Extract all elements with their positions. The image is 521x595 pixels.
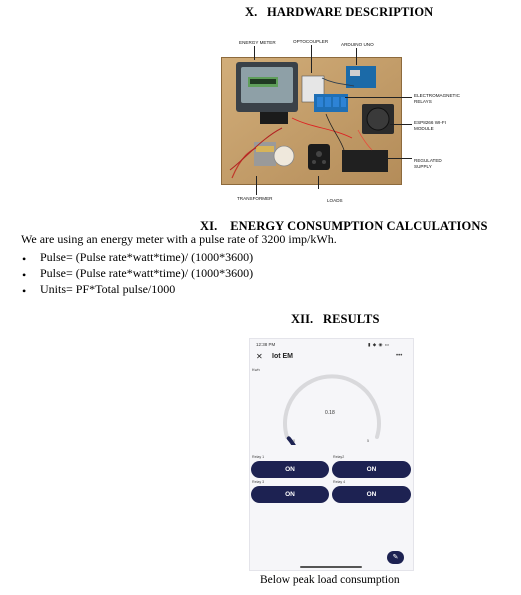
section-title: HARDWARE DESCRIPTION — [267, 5, 434, 19]
relay-label: Relay 3 — [252, 480, 265, 484]
gauge-min: 0 — [293, 439, 295, 443]
hardware-photo-drawing — [222, 58, 401, 184]
bullet-marker: • — [22, 268, 27, 282]
relay-4-on-button[interactable]: ON — [332, 486, 411, 503]
leader-line — [311, 45, 312, 73]
label-relays-line2: RELAYS — [414, 99, 432, 104]
intro-text: We are using an energy meter with a pulse rate of 3200 imp/kWh. — [21, 232, 337, 246]
label-arduino: ARDUINO UNO — [341, 42, 374, 47]
gauge-max: 5 — [367, 439, 369, 443]
label-optocoupler: OPTOCOUPLER — [293, 39, 329, 44]
label-energy-meter: ENERGY METER — [239, 40, 276, 45]
gauge-track — [285, 376, 379, 437]
status-time: 12:38 PM — [256, 342, 276, 347]
label-supply-line1: REGULATED — [414, 158, 442, 163]
leader-line — [356, 48, 357, 65]
label-supply-line2: SUPPLY — [414, 164, 432, 169]
bullet-marker: • — [22, 252, 27, 266]
gauge-value: 0.18 — [325, 410, 335, 416]
leader-line — [386, 158, 412, 159]
leader-line — [318, 176, 319, 189]
app-screenshot — [249, 338, 414, 571]
bullet-marker: • — [22, 284, 27, 298]
relay-2-on-button[interactable]: ON — [332, 461, 411, 478]
bullet-item: Units= PF*Total pulse/1000 — [40, 282, 176, 296]
section-title: RESULTS — [322, 312, 380, 326]
status-icons: ▮ ◆ ◉ ▭ — [368, 342, 390, 347]
section-title: ENERGY CONSUMPTION CALCULATIONS — [230, 219, 488, 233]
leader-line — [256, 176, 257, 195]
section-number: X. — [245, 5, 258, 19]
leader-line — [254, 46, 255, 60]
section-number: XI. — [200, 219, 218, 233]
relay-1-on-button[interactable]: ON — [251, 461, 329, 478]
close-icon[interactable]: ✕ — [256, 352, 263, 361]
hardware-photo — [221, 57, 402, 185]
relay-label: Relay 4 — [333, 480, 346, 484]
label-relays-line1: ELECTROMAGNETIC — [414, 93, 460, 98]
gauge — [270, 373, 394, 445]
relay-label: Relay 1 — [252, 455, 265, 459]
app-title: Iot EM — [272, 353, 293, 360]
menu-icon[interactable]: ••• — [396, 353, 403, 359]
home-indicator — [300, 566, 362, 568]
bullet-item: Pulse= (Pulse rate*watt*time)/ (1000*3600) — [40, 266, 254, 280]
bullet-item: Pulse= (Pulse rate*watt*time)/ (1000*3600) — [40, 250, 254, 264]
leader-line — [390, 124, 412, 125]
label-esp-line2: MODULE — [414, 126, 434, 131]
figure-caption: Below peak load consumption — [260, 574, 400, 586]
section-heading-results — [291, 312, 380, 327]
label-esp-line1: ESP8266 WI-FI — [414, 120, 446, 125]
label-loads: LOADS — [327, 198, 343, 203]
relay-3-on-button[interactable]: ON — [251, 486, 329, 503]
label-transformer: TRANSFORMER — [237, 196, 273, 201]
leader-line — [345, 97, 412, 98]
gauge-label: Kwh — [252, 367, 260, 372]
relay-label: Relay2 — [333, 455, 345, 459]
section-number: XII. — [291, 312, 314, 326]
fab-button[interactable]: ✎ — [387, 551, 404, 564]
section-heading-hardware — [245, 5, 433, 20]
